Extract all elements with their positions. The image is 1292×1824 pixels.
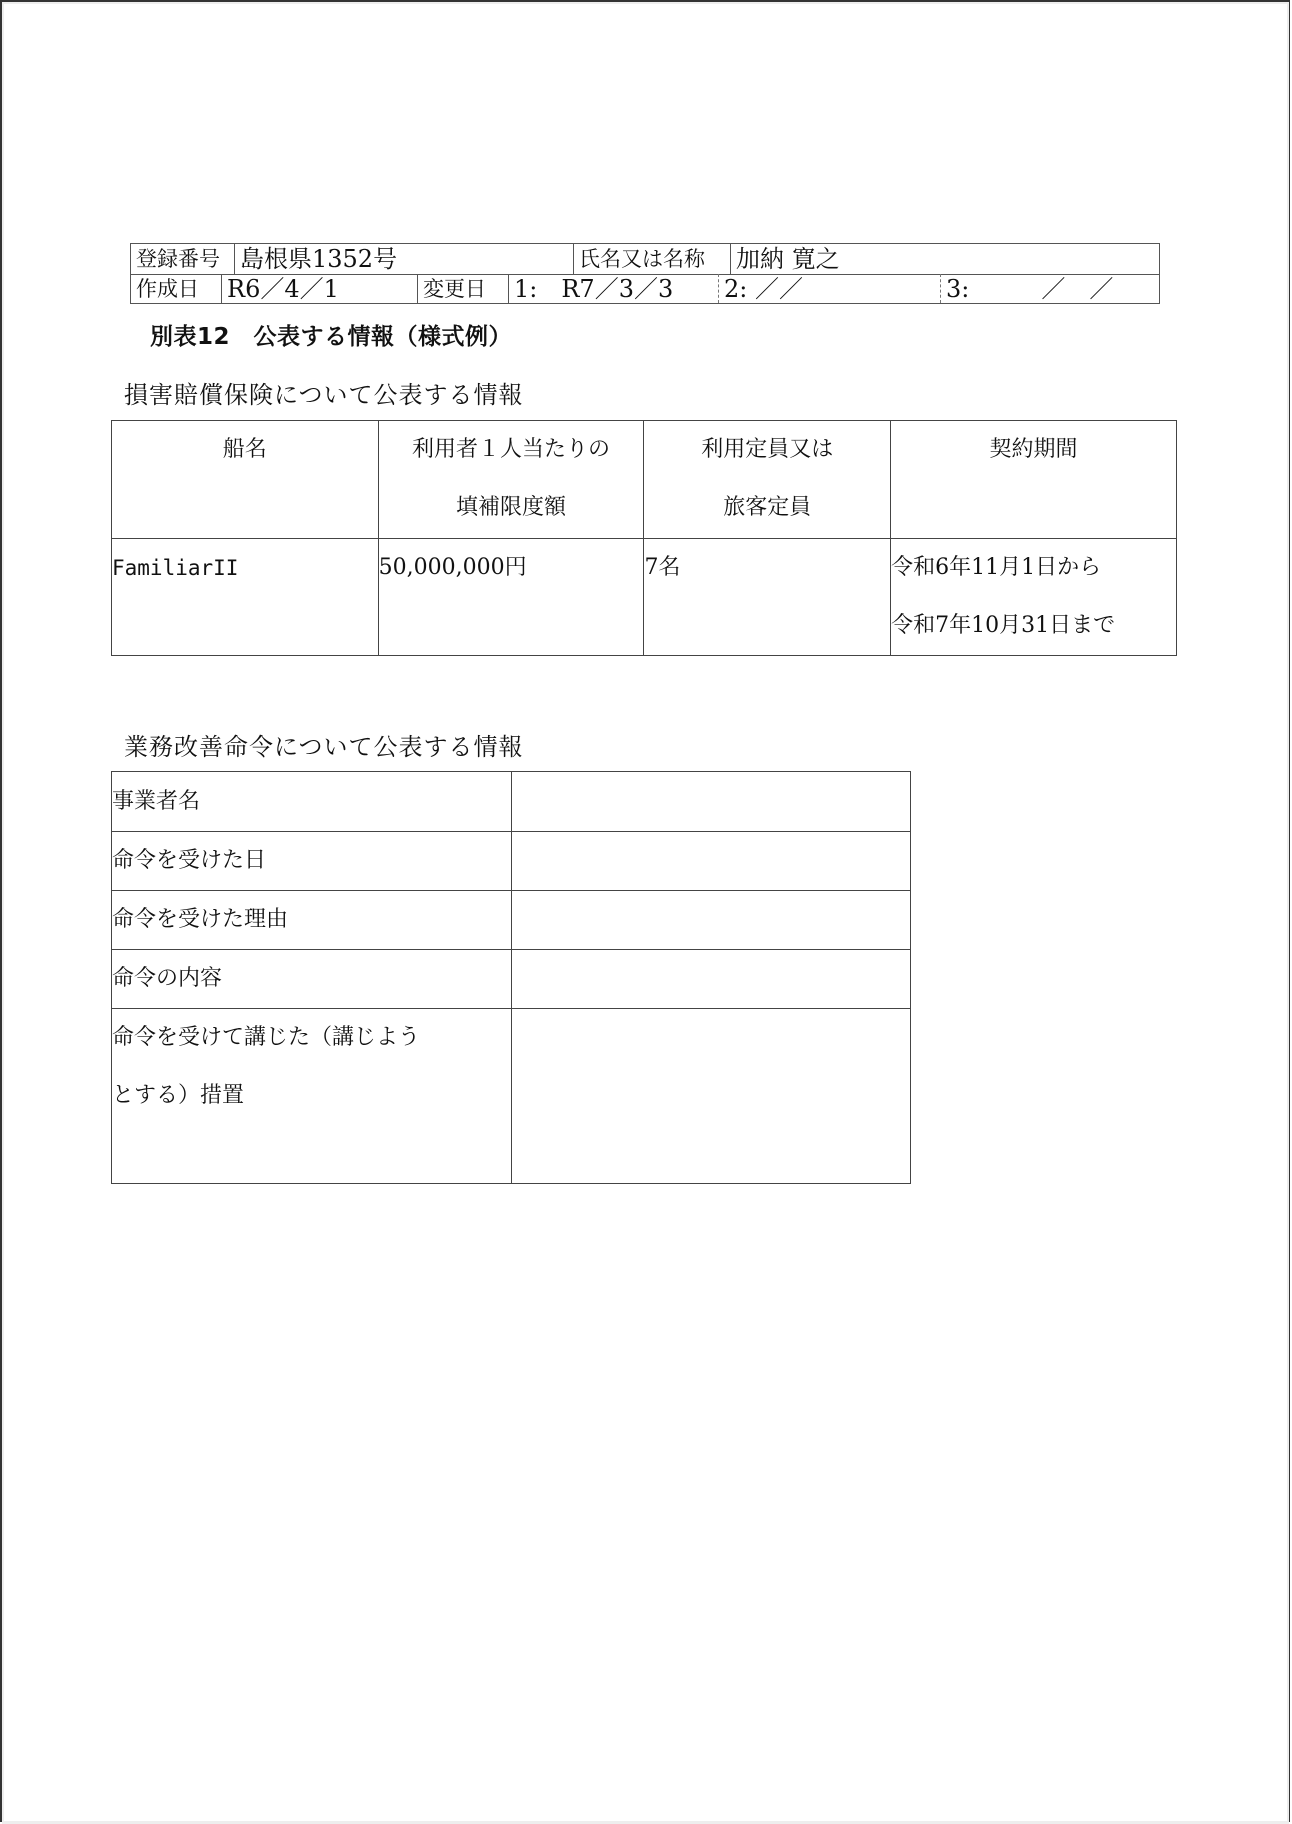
- table-row: [112, 772, 911, 832]
- name-value: 加納 寛之: [736, 245, 840, 273]
- order-table: [111, 771, 911, 1184]
- order-content-label: 命令の内容: [112, 950, 512, 1009]
- order-reason-label: 命令を受けた理由: [112, 891, 512, 950]
- change-date-3: 3: ／ ／: [946, 275, 1114, 303]
- table-row: [112, 539, 1177, 656]
- created-label: 作成日: [131, 274, 222, 303]
- table-row: [112, 891, 911, 950]
- created-value: R6／4／1: [222, 274, 418, 303]
- name-label: 氏名又は名称: [574, 244, 731, 274]
- header-coverage-limit: 利用者１人当たりの 填補限度額: [378, 421, 644, 539]
- change-date-2: 2: ／／: [719, 274, 941, 303]
- capacity-cell: 7名: [644, 539, 891, 656]
- reg-no-label: 登録番号: [131, 244, 235, 274]
- order-date-label: 命令を受けた日: [112, 832, 512, 891]
- operator-name-value: [511, 772, 910, 832]
- changed-label: 変更日: [418, 274, 509, 303]
- operator-name-label: 事業者名: [112, 772, 512, 832]
- insurance-table: [111, 420, 1177, 656]
- reg-no-value: 島根県1352号: [235, 244, 574, 274]
- order-content-value: [511, 950, 910, 1009]
- order-reason-value: [511, 891, 910, 950]
- header-contract-period: 契約期間: [891, 421, 1177, 539]
- change-date-1: 1: R7／3／3: [509, 274, 719, 303]
- table-row: [112, 1009, 911, 1184]
- insurance-header-row: [112, 421, 1177, 539]
- measures-taken-value: [511, 1009, 910, 1184]
- table-row: [112, 950, 911, 1009]
- insurance-section-heading: 損害賠償保険について公表する情報: [124, 381, 524, 409]
- order-section-heading: 業務改善命令について公表する情報: [124, 733, 524, 761]
- contract-period-cell: 令和6年11月1日から 令和7年10月31日まで: [891, 539, 1177, 656]
- header-ship-name: 船名: [112, 421, 379, 539]
- registration-row-1: [131, 244, 1159, 275]
- order-date-value: [511, 832, 910, 891]
- measures-taken-label: 命令を受けて講じた（講じよう とする）措置: [112, 1009, 512, 1184]
- header-capacity: 利用定員又は 旅客定員: [644, 421, 891, 539]
- document-title: 別表12 公表する情報（様式例）: [150, 324, 513, 350]
- ship-name-cell: FamiliarII: [112, 539, 379, 656]
- registration-table: [130, 243, 1160, 304]
- table-row: [112, 832, 911, 891]
- registration-row-2: [131, 274, 1159, 303]
- coverage-limit-cell: 50,000,000円: [378, 539, 644, 656]
